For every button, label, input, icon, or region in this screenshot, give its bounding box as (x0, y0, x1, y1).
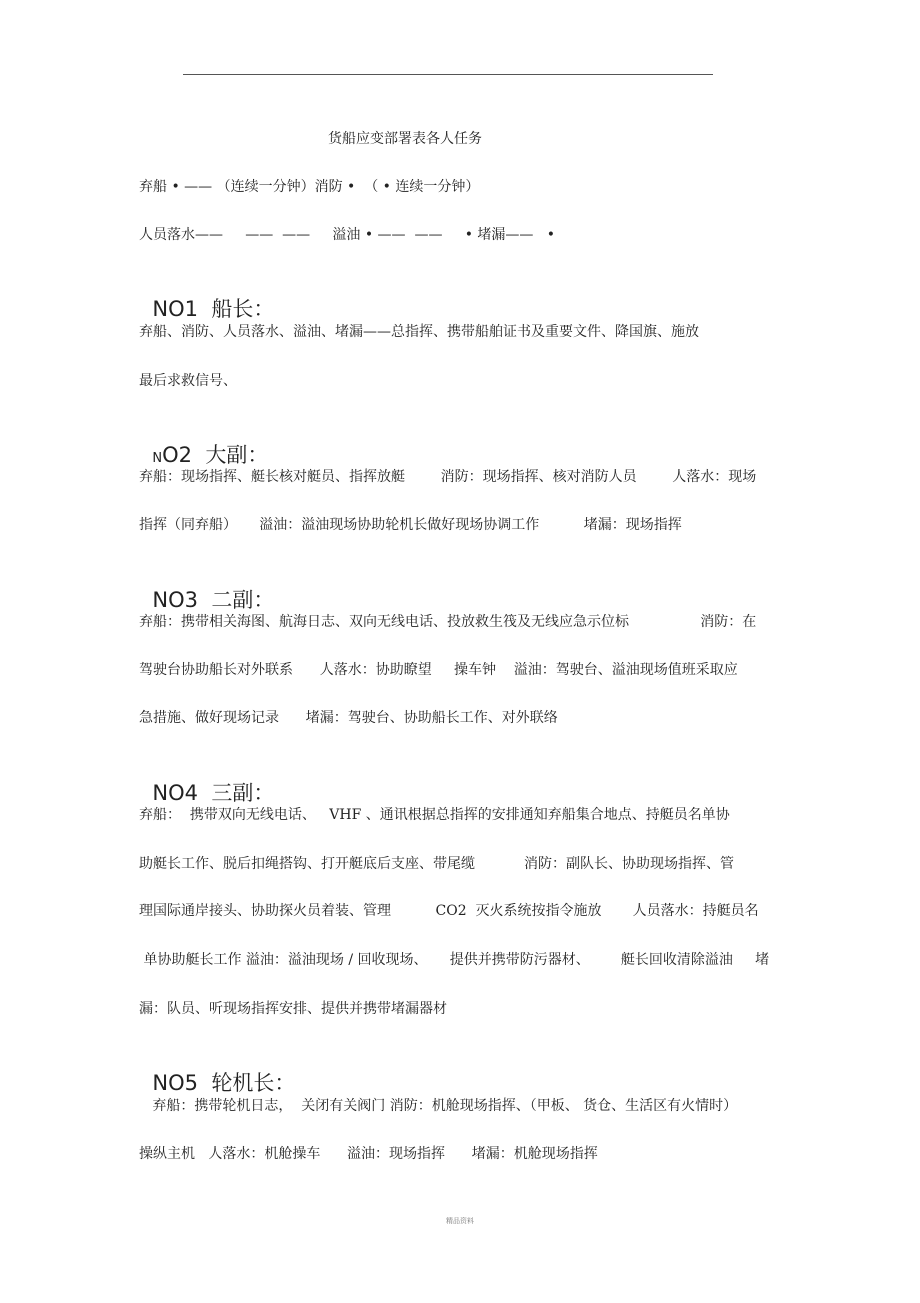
section-heading-no1 (139, 270, 274, 322)
section-line: 弃船：携带轮机日志， 关闭有关阀门 消防：机舱现场指挥、（甲板、 货仓、生活区有火情时） (139, 1098, 738, 1114)
section-code: NO3 (152, 588, 198, 612)
section-heading-no5 (139, 1044, 295, 1096)
section-line: 单协助艇长工作 溢油：溢油现场 / 回收现场、 提供并携带防污器材、 艇长回收清除溢油 堵 (139, 952, 770, 968)
section-line: 弃船、消防、人员落水、溢油、堵漏——总指挥、携带船舶证书及重要文件、降国旗、施放 (139, 324, 699, 340)
document-title: 货船应变部署表各人任务 (328, 131, 482, 147)
section-line: 弃船： 携带双向无线电话、 VHF 、通讯根据总指挥的安排通知弃船集合地点、持艇员名单协 (139, 807, 730, 823)
header-rule (183, 74, 713, 75)
section-code: NO1 (152, 297, 198, 321)
section-line: 急措施、做好现场记录 堵漏：驾驶台、协助船长工作、对外联络 (139, 710, 558, 726)
section-line: 驾驶台协助船长对外联系 人落水：协助瞭望 操车钟 溢油：驾驶台、溢油现场值班采取应 (139, 662, 738, 678)
section-line: 指挥（同弃船） 溢油：溢油现场协助轮机长做好现场协调工作 堵漏：现场指挥 (139, 517, 682, 533)
section-role: 大副： (205, 443, 269, 467)
section-role: 船长： (211, 297, 275, 321)
section-role: 三副： (211, 781, 275, 805)
section-heading-no3 (139, 561, 274, 613)
section-line: 助艇长工作、脱后扣绳搭钩、打开艇底后支座、带尾缆 消防：副队长、协助现场指挥、管 (139, 856, 734, 872)
section-heading-no4 (139, 754, 274, 806)
section-code-small: N (152, 451, 163, 466)
section-role: 二副： (211, 588, 275, 612)
section-code: NO5 (152, 1071, 198, 1095)
signal-line-1: 弃船 • —— （连续一分钟）消防 • （ • 连续一分钟） (139, 179, 480, 195)
section-code: O2 (162, 443, 192, 467)
section-line: 弃船：携带相关海图、航海日志、双向无线电话、投放救生筏及无线应急示位标 消防：在 (139, 614, 757, 630)
section-heading-no2 (139, 416, 268, 472)
section-line: 弃船：现场指挥、艇长核对艇员、指挥放艇 消防：现场指挥、核对消防人员 人落水：现场 (139, 469, 757, 485)
signal-line-2: 人员落水—— —— —— 溢油 • —— —— • 堵漏—— • (139, 227, 556, 243)
section-line: 理国际通岸接头、协助探火员着装、管理 CO2 灭火系统按指令施放 人员落水：持艇员名 (139, 903, 759, 919)
page-footer: 精品资料 (446, 1217, 474, 1225)
section-code: NO4 (152, 781, 198, 805)
section-line: 操纵主机 人落水：机舱操车 溢油：现场指挥 堵漏：机舱现场指挥 (139, 1146, 598, 1162)
section-line: 最后求救信号、 (139, 373, 237, 389)
section-line: 漏：队员、听现场指挥安排、提供并携带堵漏器材 (139, 1001, 447, 1017)
section-role: 轮机长： (211, 1071, 296, 1095)
